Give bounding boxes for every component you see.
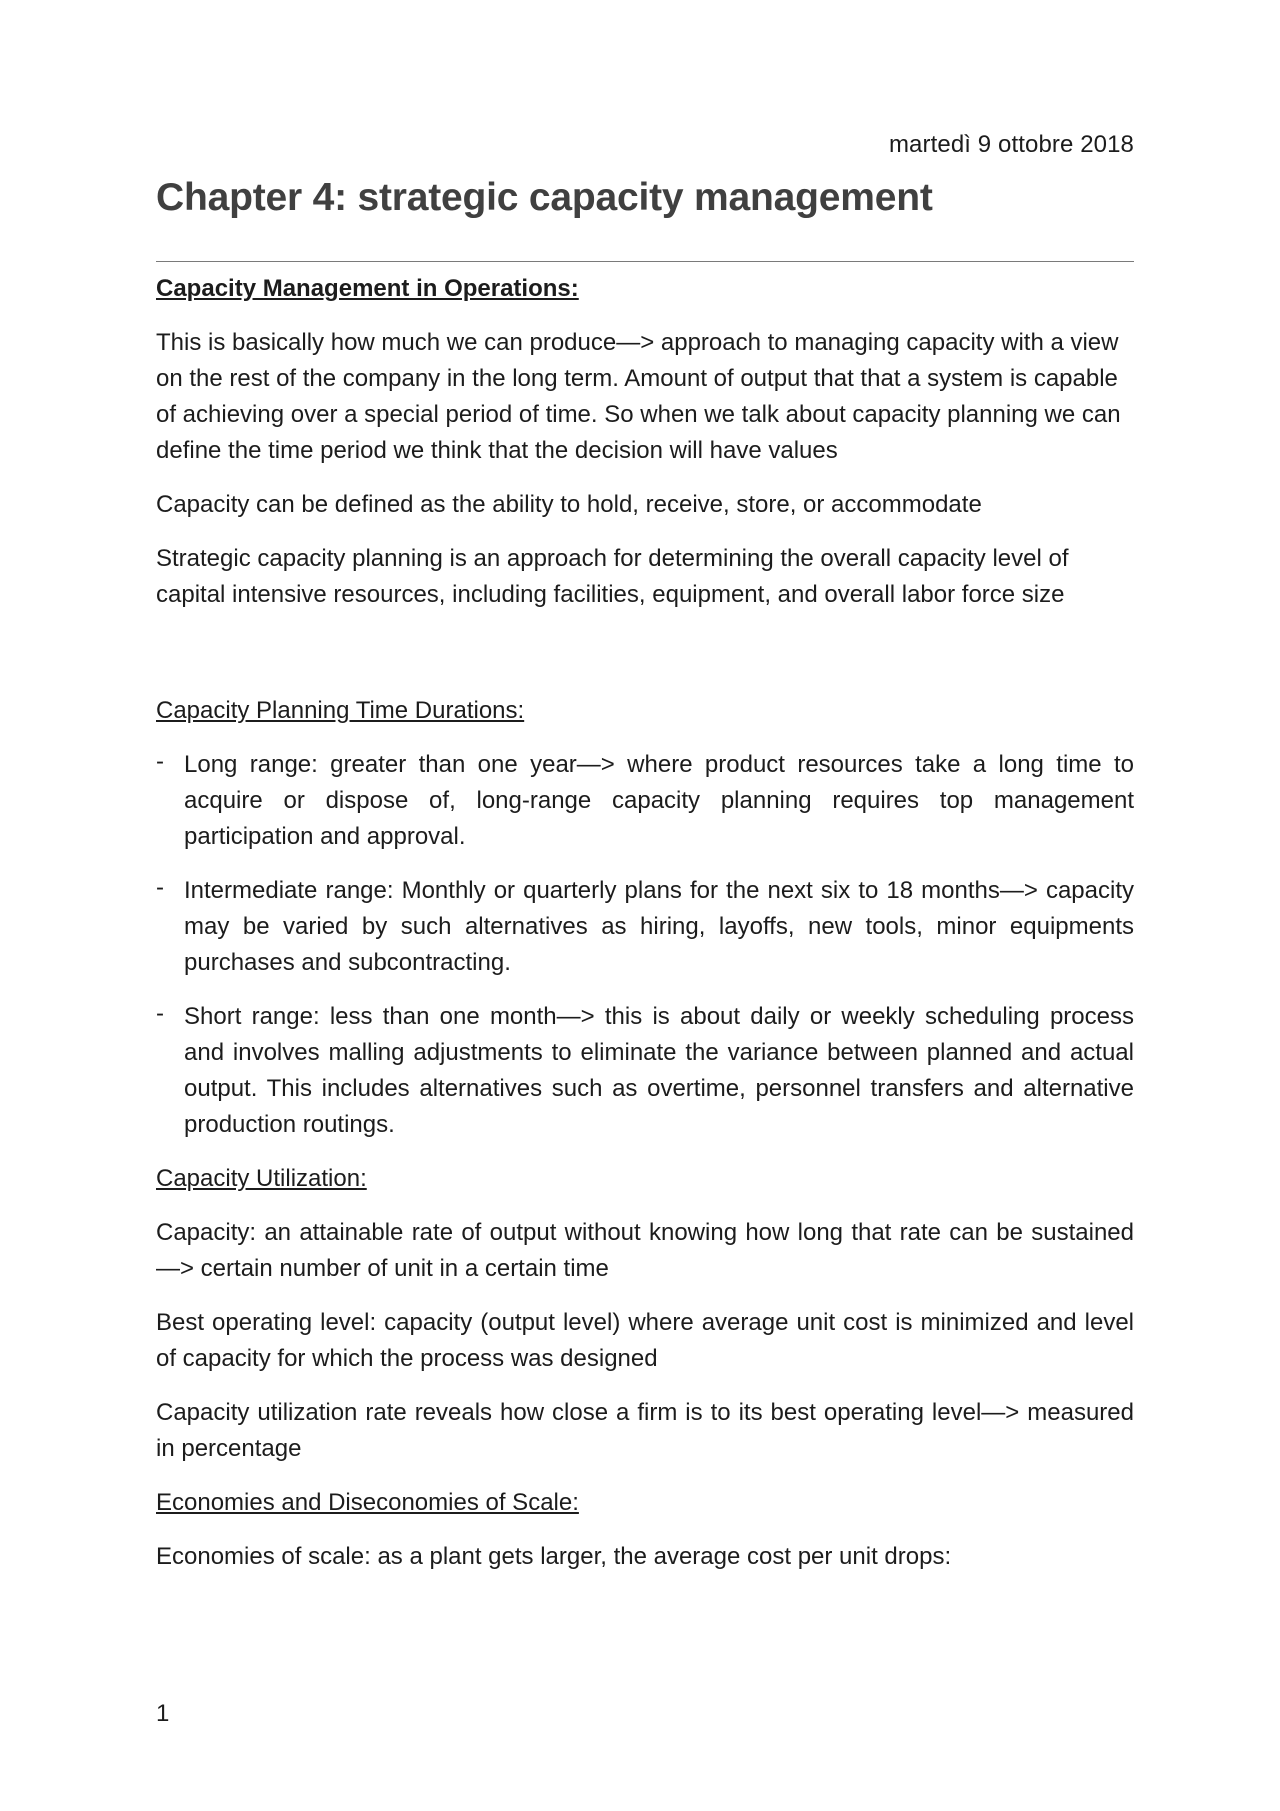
paragraph: Capacity can be defined as the ability to hold, receive, store, or accommodate <box>156 491 982 518</box>
list-item <box>156 873 1134 981</box>
paragraph: Capacity utilization rate reveals how close a firm is to its best operating level—> measured in percentage <box>156 1399 1134 1462</box>
list-item-text: Long range: greater than one year—> where product resources take a long time to acquire or dispose of, long-range capacity planning requires top management participation and approval. <box>184 751 1134 850</box>
document-date: martedì 9 ottobre 2018 <box>888 131 1134 158</box>
paragraph: Capacity: an attainable rate of output without knowing how long that rate can be sustained—> certain number of unit in a certain time <box>156 1219 1134 1282</box>
paragraph: This is basically how much we can produce—> approach to managing capacity with a view on the rest of the company in the long term. Amount of output that that a system is capable of achieving over a special period of time. So when we talk about capacity planning we can define the time period we think that the decision will have values <box>156 329 1121 464</box>
paragraph: Economies of scale: as a plant gets larger, the average cost per unit drops: <box>156 1543 952 1570</box>
section-heading-time-durations: Capacity Planning Time Durations: <box>156 697 525 724</box>
chapter-title: Chapter 4: strategic capacity management <box>156 176 933 219</box>
bullet-dash: - <box>156 874 164 901</box>
document-body <box>156 271 1134 1593</box>
paragraph: Best operating level: capacity (output level) where average unit cost is minimized and level of capacity for which the process was designed <box>156 1309 1134 1372</box>
list-item-text: Short range: less than one month—> this is about daily or weekly scheduling process and involves malling adjustments to eliminate the variance between planned and actual output. This includes alternatives such as overtime, personnel transfers and alternative production routings. <box>184 1003 1134 1138</box>
section-heading-utilization: Capacity Utilization: <box>156 1165 367 1192</box>
title-divider <box>156 261 1134 262</box>
page-number: 1 <box>156 1700 170 1727</box>
time-durations-list <box>156 747 1134 1143</box>
paragraph: Strategic capacity planning is an approach for determining the overall capacity level of capital intensive resources, including facilities, equipment, and overall labor force size <box>156 545 1069 608</box>
bullet-dash: - <box>156 1000 164 1027</box>
list-item <box>156 999 1134 1143</box>
bullet-dash: - <box>156 748 164 775</box>
vertical-spacer <box>156 631 1134 693</box>
list-item-text: Intermediate range: Monthly or quarterly plans for the next six to 18 months—> capacity may be varied by such alternatives as hiring, layoffs, new tools, minor equipments purchases and subcontracting. <box>184 877 1134 976</box>
section-heading-capacity-management: Capacity Management in Operations: <box>156 275 579 302</box>
list-item <box>156 747 1134 855</box>
section-heading-economies: Economies and Diseconomies of Scale: <box>156 1489 579 1516</box>
